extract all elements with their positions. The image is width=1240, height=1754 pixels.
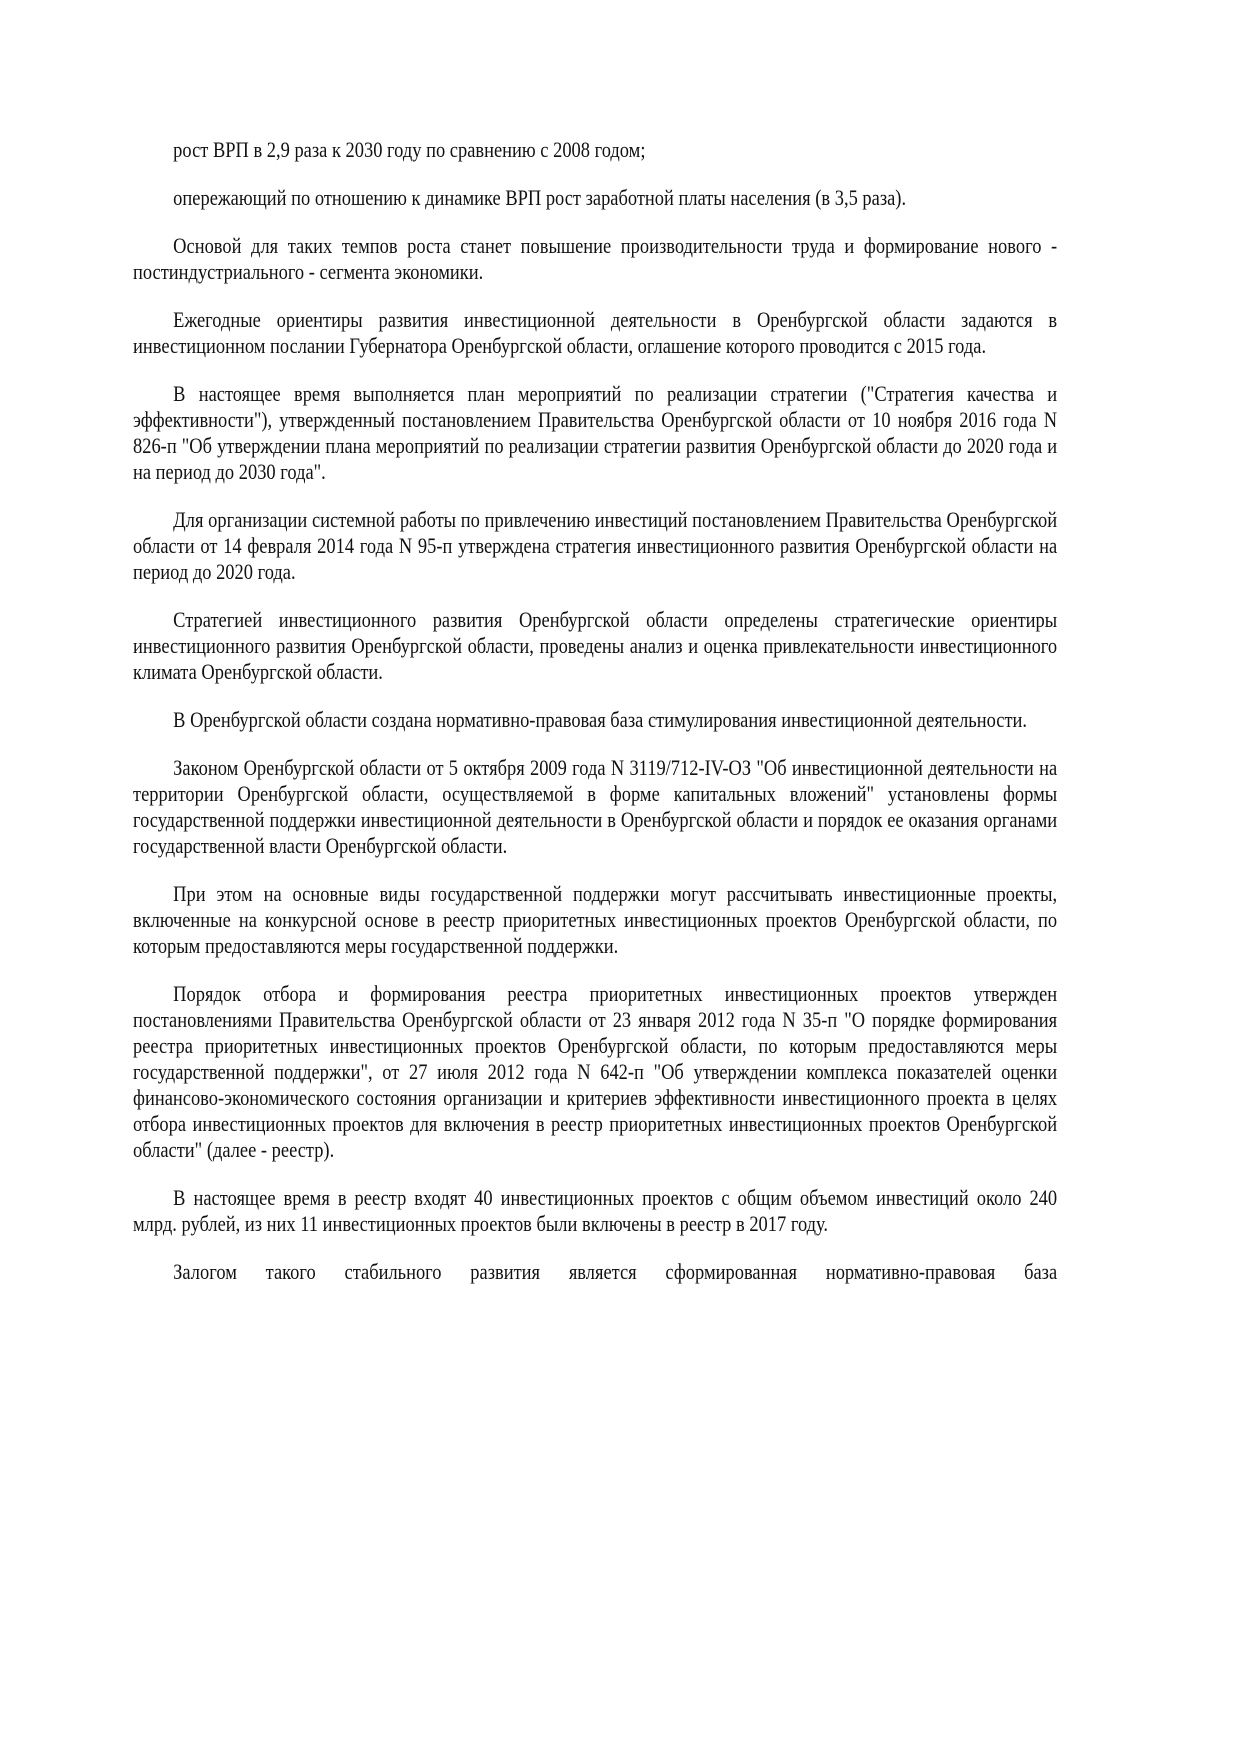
paragraph-action-plan: В настоящее время выполняется план мероприятий по реализации стратегии ("Стратегия качества и эффективности"), утвержденный постановлением Правительства Оренбургской области от 10 ноября 2016 года N 826-п "Об утверждении плана мероприятий по реализации стратегии развития Оренбургской области до 2020 года и на период до 2030 года". bbox=[133, 381, 1058, 484]
paragraph-registry-projects: В настоящее время в реестр входят 40 инвестиционных проектов с общим объемом инвестиций около 240 млрд. рублей, из них 11 инвестиционных проектов были включены в реестр в 2017 году. bbox=[133, 1185, 1058, 1236]
paragraph-legal-base: В Оренбургской области создана нормативно-правовая база стимулирования инвестиционной деятельности. bbox=[173, 707, 1028, 732]
paragraph-strategy-guidelines: Стратегией инвестиционного развития Оренбургской области определены стратегические ориентиры инвестиционного развития Оренбургской области, проведены анализ и оценка привлекательности инвестиционного климата Оренбургской области. bbox=[133, 607, 1058, 684]
paragraph-vrp-growth: рост ВРП в 2,9 раза к 2030 году по сравнению с 2008 годом; bbox=[173, 137, 646, 162]
paragraph-investment-strategy: Для организации системной работы по привлечению инвестиций постановлением Правительства Оренбургской области от 14 февраля 2014 года N 95-п утверждена стратегия инвестиционного развития Оренбургской области на период до 2020 года. bbox=[133, 507, 1058, 584]
paragraph-state-support: При этом на основные виды государственной поддержки могут рассчитывать инвестиционные проекты, включенные на конкурсной основе в реестр приоритетных инвестиционных проектов Оренбургской области, по которым предоставляются меры государственной поддержки. bbox=[133, 881, 1058, 958]
document-page bbox=[133, 137, 1057, 1307]
paragraph-investment-message: Ежегодные ориентиры развития инвестиционной деятельности в Оренбургской области задаются в инвестиционном послании Губернатора Оренбургской области, оглашение которого проводится с 2015 года. bbox=[133, 307, 1058, 358]
paragraph-productivity: Основой для таких темпов роста станет повышение производительности труда и формирование нового - постиндустриального - сегмента экономики. bbox=[133, 233, 1058, 284]
paragraph-stable-development: Залогом такого стабильного развития является сформированная нормативно-правовая база bbox=[173, 1259, 1058, 1284]
paragraph-registry-procedure: Порядок отбора и формирования реестра приоритетных инвестиционных проектов утвержден постановлениями Правительства Оренбургской области от 23 января 2012 года N 35-п "О порядке формирования реестра приоритетных инвестиционных проектов Оренбургской области, по которым предоставляются меры государственной поддержки", от 27 июля 2012 года N 642-п "Об утверждении комплекса показателей оценки финансово-экономического состояния организации и критериев эффективности инвестиционного проекта в целях отбора инвестиционных проектов для включения в реестр приоритетных инвестиционных проектов Оренбургской области" (далее - реестр). bbox=[133, 981, 1058, 1162]
paragraph-regional-law: Законом Оренбургской области от 5 октября 2009 года N 3119/712-IV-ОЗ "Об инвестиционной деятельности на территории Оренбургской области, осуществляемой в форме капитальных вложений" установлены формы государственной поддержки инвестиционной деятельности в Оренбургской области и порядок ее оказания органами государственной власти Оренбургской области. bbox=[133, 755, 1058, 858]
paragraph-wage-growth: опережающий по отношению к динамике ВРП рост заработной платы населения (в 3,5 раза). bbox=[173, 185, 907, 210]
